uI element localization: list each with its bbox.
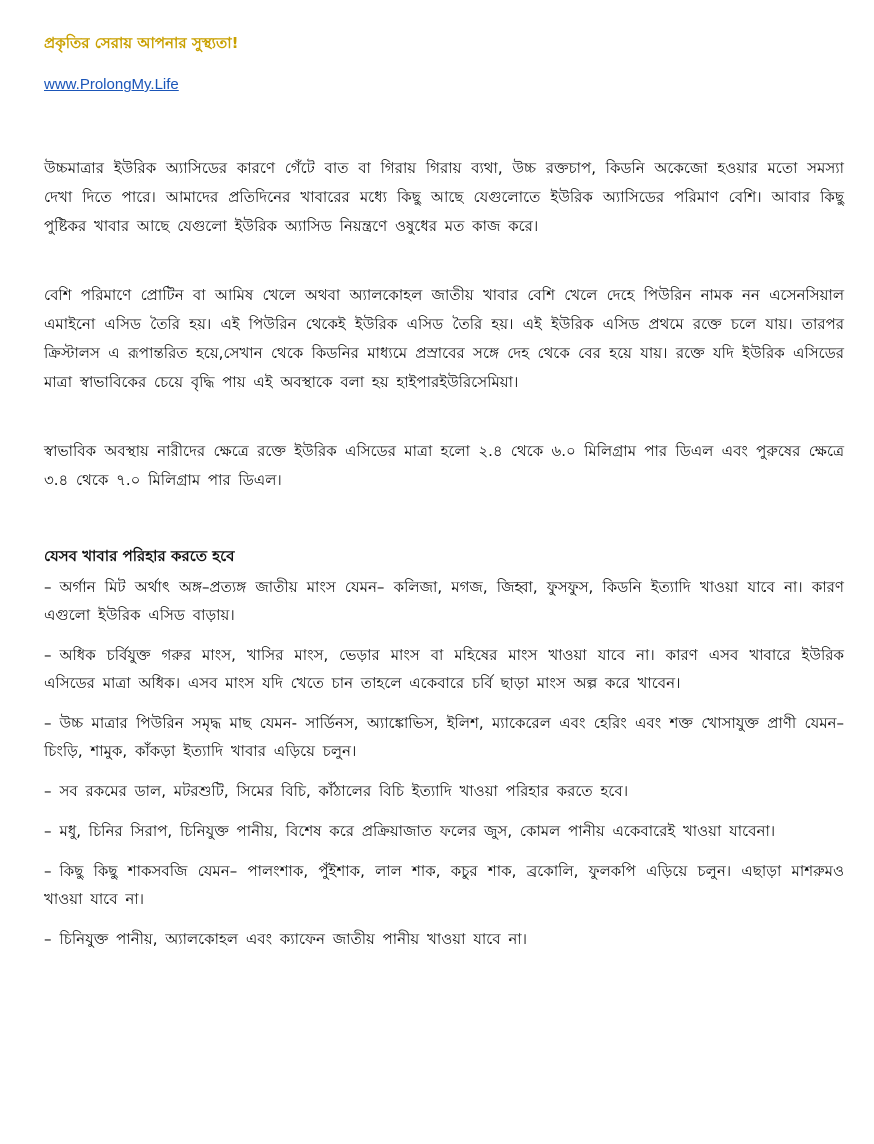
list-item <box>44 817 844 845</box>
site-link[interactable]: www.ProlongMy.Life <box>44 76 179 93</box>
list-item-text: মধু, চিনির সিরাপ, চিনিযুক্ত পানীয়, বিশেষ করে প্রক্রিয়াজাত ফলের জুস, কোমল পানীয় একেবারেই খাওয়া যাবেনা। <box>59 822 776 840</box>
list-dash: – <box>44 930 52 948</box>
section-heading-avoid-foods: যেসব খাবার পরিহার করতে হবে <box>44 547 235 565</box>
list-item <box>44 857 844 913</box>
list-item <box>44 777 844 805</box>
avoid-foods-list <box>44 573 844 953</box>
list-item-text: উচ্চ মাত্রার পিউরিন সমৃদ্ধ মাছ যেমন- সার্ডিনস, অ্যাঙ্কোভিস, ইলিশ, ম্যাকেরেল এবং হেরিং এবং শক্ত খোসাযুক্ত প্রাণী যেমন– চিংড়ি, শামুক, কাঁকড়া ইত্যাদি খাবার এড়িয়ে চলুন। <box>44 714 844 760</box>
list-item <box>44 641 844 697</box>
list-item-text: কিছু কিছু শাকসবজি যেমন– পালংশাক, পুঁইশাক, লাল শাক, কচুর শাক, ব্রকোলি, ফুলকপি এড়িয়ে চলুন। এছাড়া মাশরুমও খাওয়া যাবে না। <box>44 862 844 908</box>
list-item-text: অধিক চর্বিযুক্ত গরুর মাংস, খাসির মাংস, ভেড়ার মাংস বা মহিষের মাংস খাওয়া যাবে না। কারণ এসব খাবারে ইউরিক এসিডের মাত্রা অধিক। এসব মাংস যদি খেতে চান তাহলে একেবারে চর্বি ছাড়া মাংস অল্প করে খাবেন। <box>44 646 844 692</box>
list-dash: – <box>44 646 52 664</box>
list-item-text: চিনিযুক্ত পানীয়, অ্যালকোহল এবং ক্যাফেন জাতীয় পানীয় খাওয়া যাবে না। <box>59 930 528 948</box>
list-dash: – <box>44 714 52 732</box>
list-dash: – <box>44 578 52 596</box>
intro-paragraph-3: স্বাভাবিক অবস্থায় নারীদের ক্ষেত্রে রক্তে ইউরিক এসিডের মাত্রা হলো ২.৪ থেকে ৬.০ মিলিগ্রাম পার ডিএল এবং পুরুষের ক্ষেত্রে ৩.৪ থেকে ৭.০ মিলিগ্রাম পার ডিএল। <box>44 442 844 489</box>
list-item <box>44 573 844 629</box>
intro-paragraph-1: উচ্চমাত্রার ইউরিক অ্যাসিডের কারণে গেঁটে বাত বা গিরায় গিরায় ব্যথা, উচ্চ রক্তচাপ, কিডনি অকেজো হওয়ার মতো সমস্যা দেখা দিতে পারে। আমাদের প্রতিদিনের খাবারের মধ্যে কিছু আছে যেগুলোতে ইউরিক অ্যাসিডের পরিমাণ বেশি। আবার কিছু পুষ্টিকর খাবার আছে যেগুলো ইউরিক অ্যাসিড নিয়ন্ত্রণে ওষুধের মত কাজ করে। <box>44 159 844 235</box>
list-dash: – <box>44 862 52 880</box>
list-item-text: অর্গান মিট অর্থাৎ অঙ্গ–প্রত্যঙ্গ জাতীয় মাংস যেমন– কলিজা, মগজ, জিহ্বা, ফুসফুস, কিডনি ইত্যাদি খাওয়া যাবে না। কারণ এগুলো ইউরিক এসিড বাড়ায়। <box>44 578 844 624</box>
list-item-text: সব রকমের ডাল, মটরশুটি, সিমের বিচি, কাঁঠালের বিচি ইত্যাদি খাওয়া পরিহার করতে হবে। <box>59 782 629 800</box>
site-tagline: প্রকৃতির সেরায় আপনার সুস্থ্যতা! <box>44 34 239 52</box>
list-dash: – <box>44 782 52 800</box>
intro-paragraph-2: বেশি পরিমাণে প্রোটিন বা আমিষ খেলে অথবা অ্যালকোহল জাতীয় খাবার বেশি খেলে দেহে পিউরিন নামক নন এসেনসিয়াল এমাইনো এসিড তৈরি হয়। এই পিউরিন থেকেই ইউরিক এসিড তৈরি হয়। এই ইউরিক এসিড প্রথমে রক্তে চলে যায়। তারপর ক্রিস্টালস এ রূপান্তরিত হয়ে,সেখান থেকে কিডনির মাধ্যমে প্রস্রাবের সঙ্গে দেহ থেকে বের হয়ে যায়। রক্তে যদি ইউরিক এসিডের মাত্রা স্বাভাবিকের চেয়ে বৃদ্ধি পায় এই অবস্থাকে বলা হয় হাইপারইউরিসেমিয়া। <box>44 286 844 391</box>
document-page <box>44 30 844 965</box>
list-item <box>44 709 844 765</box>
list-item <box>44 925 844 953</box>
list-dash: – <box>44 822 52 840</box>
